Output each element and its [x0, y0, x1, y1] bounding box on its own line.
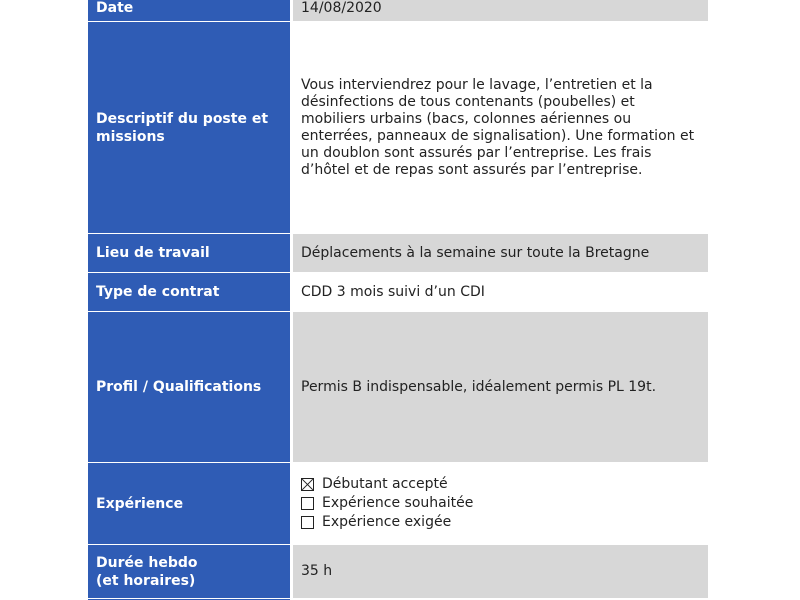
experience-option-exigee[interactable] [301, 514, 473, 532]
lieu-value: Déplacements à la semaine sur toute la Bretagne [293, 234, 708, 272]
descriptif-label: Descriptif du poste et missions [88, 22, 293, 233]
row-descriptif [88, 22, 708, 234]
option-label: Expérience souhaitée [322, 495, 474, 511]
row-experience [88, 463, 708, 545]
row-duree [88, 545, 708, 599]
experience-checklist [301, 476, 473, 532]
job-offer-table [88, 0, 708, 600]
unchecked-box-icon[interactable] [301, 497, 314, 510]
checked-box-icon[interactable] [301, 478, 314, 491]
date-value: 14/08/2020 [293, 0, 708, 21]
experience-label: Expérience [88, 463, 293, 544]
row-profil [88, 312, 708, 463]
profil-label: Profil / Qualifications [88, 312, 293, 462]
experience-option-debutant[interactable] [301, 476, 473, 494]
option-label: Expérience exigée [322, 514, 452, 530]
experience-option-souhaitee[interactable] [301, 495, 473, 513]
contrat-label: Type de contrat [88, 273, 293, 311]
contrat-value: CDD 3 mois suivi d’un CDI [293, 273, 708, 311]
unchecked-box-icon[interactable] [301, 516, 314, 529]
option-label: Débutant accepté [322, 476, 448, 492]
experience-value [293, 463, 708, 544]
descriptif-value: Vous interviendrez pour le lavage, l’entretien et la désinfections de tous contenants (poubelles) et mobiliers urbains (bacs, colonnes aériennes ou enterrées, panneaux de signalisation). Une formation et un doublon sont assurés par l’entreprise. Les frais d’hôtel et de repas sont assurés par l’entreprise. [293, 22, 708, 233]
duree-label-line2: (et horaires) [96, 572, 196, 589]
duree-label-line1: Durée hebdo [96, 554, 198, 571]
lieu-label: Lieu de travail [88, 234, 293, 272]
duree-value: 35 h [293, 545, 708, 598]
date-label: Date [88, 0, 293, 21]
row-lieu [88, 234, 708, 273]
row-date [88, 0, 708, 22]
profil-value: Permis B indispensable, idéalement permis PL 19t. [293, 312, 708, 462]
row-contrat [88, 273, 708, 312]
duree-label [88, 545, 293, 598]
